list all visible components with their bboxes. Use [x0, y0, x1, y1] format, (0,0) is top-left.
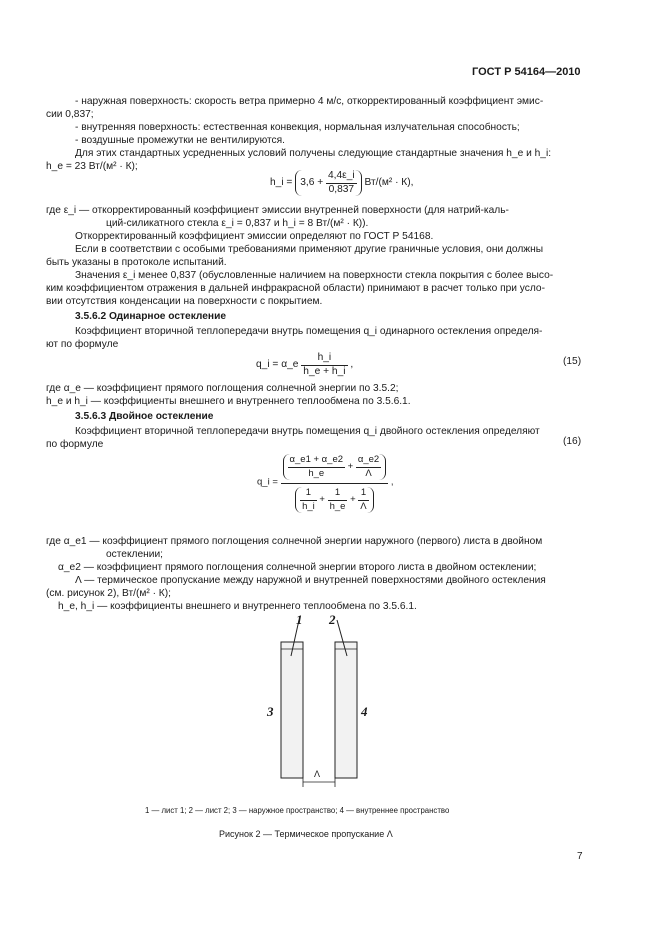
formula-denominator: Λ [360, 500, 367, 512]
figure-caption: Рисунок 2 — Термическое пропускание Λ [219, 829, 393, 839]
formula-lhs: q_i = [257, 476, 278, 488]
formula-bracket [283, 454, 387, 480]
formula-fraction [328, 487, 348, 513]
text-line: h_e, h_i — коэффициенты внешнего и внутреннего теплообмена по 3.5.6.1. [58, 601, 417, 612]
page-number: 7 [577, 851, 583, 862]
text-line: Значения ε_i менее 0,837 (обусловленные наличием на поверхности стекла покрытия с более высо- [75, 270, 554, 281]
label-lambda: Λ [314, 769, 321, 779]
section-heading: 3.5.6.3 Двойное остекление [75, 411, 214, 422]
text-line: сии 0,837; [46, 109, 94, 120]
label-1: 1 [296, 612, 303, 627]
formula-fraction [300, 487, 317, 513]
figure-glazing [265, 612, 385, 792]
formula-numerator: 1 [328, 487, 348, 501]
formula-term: 3,6 + [300, 176, 324, 188]
label-4: 4 [361, 704, 368, 719]
page-header: ГОСТ Р 54164—2010 [472, 66, 581, 78]
formula-unit: Вт/(м² · К), [364, 176, 414, 188]
text-line: Коэффициент вторичной теплопередачи внутрь помещения q_i одинарного остекления определя- [75, 326, 543, 337]
text-line: Если в соответствии с особыми требованиями применяют другие граничные условия, они должны [75, 244, 544, 255]
formula-numerator: α_e2 [356, 454, 381, 468]
section-heading: 3.5.6.2 Одинарное остекление [75, 311, 227, 322]
text-line: где ε_i — откорректированный коэффициент эмиссии внутренней поверхности (для натрий-каль- [46, 205, 509, 216]
text-line: остеклении; [106, 549, 163, 560]
formula-alpha: α_e [281, 358, 299, 370]
equation-number: (15) [563, 356, 582, 367]
text-line: h_e и h_i — коэффициенты внешнего и внутреннего теплообмена по 3.5.6.1. [46, 396, 411, 407]
formula-fraction [356, 454, 381, 480]
text-line: α_e2 — коэффициент прямого поглощения солнечной энергии второго листа в двойном остеклении; [58, 562, 537, 573]
text-line: Откорректированный коэффициент эмиссии определяют по ГОСТ Р 54168. [75, 231, 434, 242]
formula-denominator [281, 484, 389, 513]
formula-fraction [301, 352, 347, 378]
formula-numerator: 4,4ε_i [326, 170, 357, 184]
formula-15 [256, 352, 353, 378]
formula-denominator: h_i [302, 500, 315, 512]
formula-numerator: α_e1 + α_e2 [288, 454, 346, 468]
text-line: - внутренняя поверхность: естественная конвекция, нормальная излучательная способность; [75, 122, 520, 133]
formula-main-fraction [281, 452, 389, 513]
formula-numerator: 1 [300, 487, 317, 501]
text-line: вии отсутствия конденсации на поверхности с покрытием. [46, 296, 323, 307]
formula-bracket [295, 487, 374, 513]
formula-fraction [326, 170, 357, 196]
formula-16 [257, 452, 394, 513]
formula-numerator: 1 [358, 487, 368, 501]
formula-bracket [295, 170, 361, 196]
pane-2 [335, 642, 357, 778]
text-line: ким коэффициентом отражения в дальней инфракрасной области) принимают в расчет только при усло- [46, 283, 545, 294]
formula-denominator: h_e + h_i [303, 365, 346, 377]
text-line: Для этих стандартных усредненных условий получены следующие стандартные значения h_e и h_i: [75, 148, 552, 159]
formula-operator: + [347, 460, 354, 472]
pane-1 [281, 642, 303, 778]
formula-numerator: h_i [301, 352, 347, 366]
text-line: быть указаны в протоколе испытаний. [46, 257, 227, 268]
text-line: ют по формуле [46, 339, 119, 350]
text-line: Коэффициент вторичной теплопередачи внутрь помещения q_i двойного остекления определяют [75, 426, 540, 437]
formula-lhs: h_i = [270, 176, 293, 188]
formula-fraction [358, 487, 368, 513]
text-line: где α_e1 — коэффициент прямого поглощения солнечной энергии наружного (первого) листа в двойном [46, 536, 543, 547]
formula-operator: + [350, 493, 356, 505]
formula-hi [270, 170, 413, 196]
formula-tail: , [390, 476, 394, 488]
formula-denominator: 0,837 [328, 183, 355, 195]
label-3: 3 [267, 704, 274, 719]
formula-numerator [281, 452, 389, 484]
text-line: где α_e — коэффициент прямого поглощения солнечной энергии по 3.5.2; [46, 383, 399, 394]
text-line: Λ — термическое пропускание между наружной и внутренней поверхностями двойного остекления [75, 575, 546, 586]
text-line: (см. рисунок 2), Вт/(м² · К); [46, 588, 171, 599]
formula-denominator: Λ [365, 467, 372, 479]
formula-fraction [288, 454, 346, 480]
formula-operator: + [319, 493, 325, 505]
text-line: - наружная поверхность: скорость ветра примерно 4 м/с, откорректированный коэффициент эмис- [75, 96, 544, 107]
glazing-diagram [265, 612, 385, 792]
figure-legend: 1 — лист 1; 2 — лист 2; 3 — наружное пространство; 4 — внутреннее пространство [145, 806, 450, 815]
formula-tail: , [350, 358, 354, 370]
equation-number: (16) [563, 436, 582, 447]
text-line: - воздушные промежутки не вентилируются. [75, 135, 286, 146]
label-2: 2 [329, 612, 336, 627]
text-line: ций-силикатного стекла ε_i = 0,837 и h_i = 8 Вт/(м² · К)). [106, 218, 369, 229]
text-line: по формуле [46, 439, 104, 450]
formula-denominator: h_e [308, 467, 325, 479]
formula-denominator: h_e [329, 500, 346, 512]
text-line: h_e = 23 Вт/(м² · К); [46, 161, 138, 172]
formula-lhs: q_i = [256, 358, 279, 370]
